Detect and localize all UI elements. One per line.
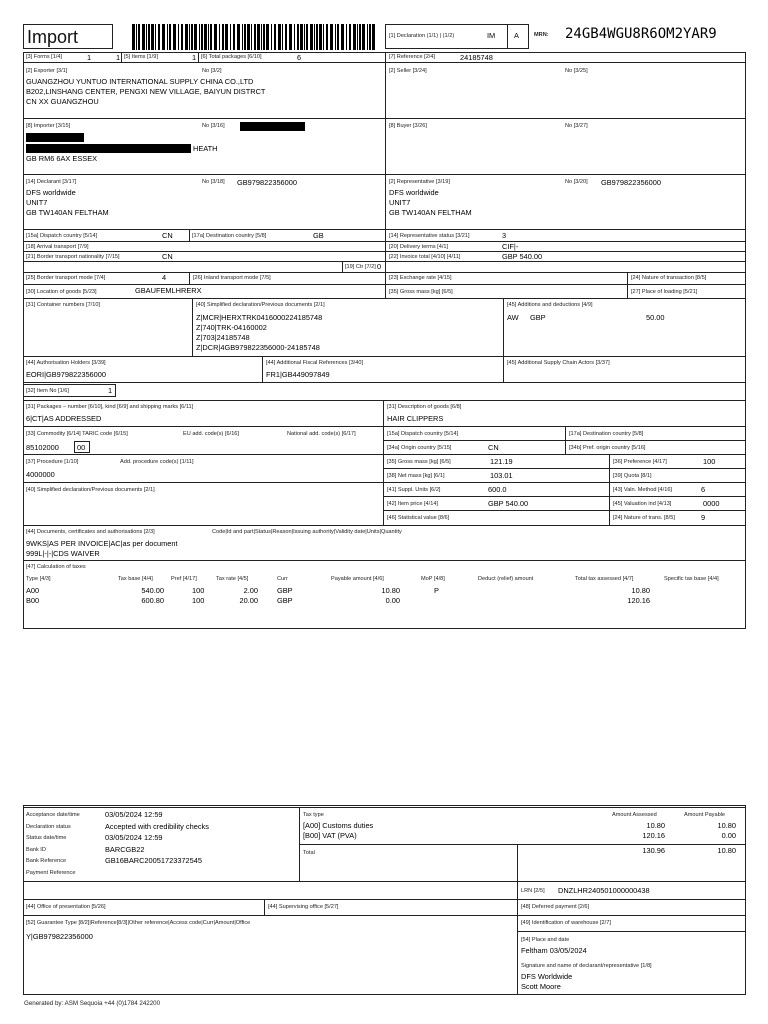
tax-header-payable: Payable amount [4/6] [331,576,384,582]
suppl-units: 600.0 [488,485,507,494]
destination-country: GB [313,231,324,240]
tax-header-specific: Specific tax base [4/4] [664,576,719,582]
documents-label: [44] Documents, certificates and authorisations [2/3] [26,529,155,535]
footer-tax-name: [A00] Customs duties [303,821,374,830]
amount-assessed-label: Amount Assessed [612,812,657,818]
exporter-label: [2] Exporter [3/1] [26,68,68,74]
item-price: GBP 540.00 [488,499,529,508]
eu-code-label: EU add. code(s) [6/16] [183,431,239,437]
bank-id: BARCGB22 [105,845,145,854]
invoice-total: GBP 540.00 [502,252,543,261]
item-gross-label: [35] Gross mass [kg] [6/5] [387,459,451,465]
importer-name-suffix: HEATH [193,144,218,153]
mrn-value: 24GB4WGU8R6OM2YAR9 [565,26,717,42]
auth-holders-label: [44] Authorisation Holders [3/39] [26,360,106,366]
mrn-label: MRN: [534,32,549,38]
previous-doc-line: Z|DCR|4GB979822356000-24185748 [196,343,320,352]
valuation-ind-label: [45] Valuation ind [4/13] [613,501,672,507]
rep-status: 3 [502,231,507,240]
dispatch-country: CN [162,231,173,240]
border-nationality-label: [21] Border transport nationality [7/15] [26,254,120,260]
previous-doc-line: Z|703|24185748 [196,333,250,342]
payment-ref-label: Payment Reference [26,870,76,876]
location-goods: GBAUFEMLHRERX [135,286,202,295]
documents-code-label: Code|Id and part|Status|Reason|Issuing authority|Validity date|Units|Quantity [212,529,402,535]
exchange-rate-label: [23] Exchange rate [4/15] [389,275,452,281]
tax-header-deduct: Deduct (relief) amount [478,576,534,582]
nature-trans: 9 [701,513,706,522]
border-mode: 4 [162,273,167,282]
tax-header-rate: Tax rate [4/5] [216,576,249,582]
importer-label: [8] Importer [3/15] [26,123,71,129]
origin-country: CN [488,443,499,452]
bank-ref-label: Bank Reference [26,858,67,864]
invoice-total-label: [22] Invoice total [4/10] [4/11] [389,254,461,260]
office-presentation-label: [44] Office of presentation [5/26] [26,904,106,910]
item-gross-mass: 121.19 [490,457,513,466]
signature-label: Signature and name of declarant/representative [1/8] [521,963,652,969]
tax-pref: 100 [192,596,205,605]
acceptance-label: Acceptance date/time [26,812,80,818]
representative-line2: UNIT7 [389,198,411,207]
item-no: 1 [108,386,113,395]
supervising-office-label: [44] Supervising office [5/27] [268,904,339,910]
total-payable: 10.80 [717,846,736,855]
tax-header-mop: MoP [4/8] [421,576,445,582]
representative-no-label: No [3/20] [565,179,588,185]
status-date: 03/05/2024 12:59 [105,833,163,842]
forms-label: [3] Forms [1/4] [26,54,63,60]
tax-rate: 2.00 [243,586,258,595]
item-packages-label: [31] Packages – number [6/10], kind [6/9] and shipping marks [6/11] [26,404,194,410]
representative-label: [2] Representative [3/19] [389,179,450,185]
signature-line2: Scott Moore [521,982,561,991]
document-line: 9WKS|AS PER INVOICE|AC|as per document [26,539,178,548]
forms-value-b: 1 [116,53,121,62]
footer-tax-payable: 0.00 [721,831,736,840]
valuation-method: 6 [701,485,706,494]
tax-type: A00 [26,586,40,595]
decl-status: Accepted with credibility checks [105,822,209,831]
previous-doc-line: Z|740|TRK-04160002 [196,323,267,332]
supply-chain-label: [45] Additional Supply Chain Actors [3/37] [507,360,610,366]
buyer-no-label: No [3/27] [565,123,588,129]
gross-mass-label: [35] Gross mass [kg] [6/5] [389,289,453,295]
procedure-code: 4000000 [26,470,55,479]
footer-tax-payable: 10.80 [717,821,736,830]
place-loading-label: [27] Place of loading [5/21] [631,289,698,295]
tax-mop: P [434,586,439,595]
valuation-method-label: [43] Valn. Method [4/16] [613,487,672,493]
tax-type: B00 [26,596,40,605]
statistical-value-label: [46] Statistical value [8/6] [387,515,450,521]
dispatch-country-label: [15a] Dispatch country [5/14] [26,233,98,239]
footer-tax-assessed: 10.80 [646,821,665,830]
previous-doc-line: Z|MCR|HERXTRK0416000224185748 [196,313,323,322]
valuation-ind: 0000 [703,499,720,508]
declarant-no: GB979822356000 [237,178,298,187]
tax-pref: 100 [192,586,205,595]
items-value: 1 [192,53,197,62]
declarant-line3: GB TW140AN FELTHAM [26,208,109,217]
reference-label: [7] Reference [2/4] [389,54,436,60]
tax-header-pref: Pref [4/17] [171,576,197,582]
border-nationality: CN [162,252,173,261]
arrival-transport-label: [18] Arrival transport [7/9] [26,244,89,250]
seller-label: [2] Seller [3/24] [389,68,427,74]
preference-label: [36] Preference [4/17] [613,459,667,465]
representative-line3: GB TW140AN FELTHAM [389,208,472,217]
tax-payable: 0.00 [385,596,400,605]
exporter-line3: CN XX GUANGZHOU [26,97,99,106]
place-date: Feltham 03/05/2024 [521,946,587,955]
net-mass: 103.01 [490,471,513,480]
status-date-label: Status date/time [26,835,67,841]
additions-value: 50.00 [646,313,665,322]
declaration-label: [1] Declaration (1/1) | (1/2) [389,33,455,39]
fiscal-refs-label: [44] Additional Fiscal References [3/40] [266,360,364,366]
ctr-value: 0 [377,262,382,271]
total-label: Total [303,850,315,856]
item-packages: 6|CT|AS ADDRESSED [26,414,102,423]
preference: 100 [703,457,716,466]
ctr-label: [19] Ctr [7/2] [345,264,376,270]
rep-status-label: [14] Representative status [3/21] [389,233,470,239]
item-no-label: [32] Item No [1/6] [26,388,69,394]
tax-total: 10.80 [631,586,650,595]
additions-currency: GBP [530,313,546,322]
reference-value: 24185748 [460,53,493,62]
delivery-terms: CIF|- [502,242,519,251]
commodity-code: 85102000 [26,443,59,452]
guarantee-value: Y|GB979822356000 [26,932,93,941]
fiscal-refs: FR1|GB449097849 [266,370,330,379]
auth-holders: EORI|GB979822356000 [26,370,106,379]
buyer-label: [8] Buyer [3/26] [389,123,427,129]
importer-no-redaction [240,122,305,131]
destination-country-label: [17a] Destination country [5/8] [192,233,267,239]
item-price-label: [42] Item price [4/14] [387,501,438,507]
previous-docs-label: [40] Simplified declaration/Previous documents [2/1] [196,302,325,308]
taxes-label: [47] Calculation of taxes [26,564,86,570]
border-mode-label: [25] Border transport mode [7/4] [26,275,106,281]
warehouse-label: [49] Identification of warehouse [2/7] [521,920,611,926]
tax-base: 600.80 [141,596,164,605]
additions-label: [45] Additions and deductions [4/9] [507,302,593,308]
generated-by: Generated by: ASM Sequoia +44 (0)1784 242200 [24,1000,161,1007]
packages-label: [6] Total packages [6/10] [201,54,262,60]
declarant-line2: UNIT7 [26,198,48,207]
tax-base: 540.00 [141,586,164,595]
tax-payable: 10.80 [381,586,400,595]
amount-payable-label: Amount Payable [684,812,726,818]
importer-line3: GB RM6 6AX ESSEX [26,154,98,163]
importer-no-label: No [3/16] [202,123,225,129]
tax-curr: GBP [277,596,293,605]
importer-name-redaction-2 [26,144,191,153]
tax-type-label: Tax type [303,812,324,818]
commodity-label: [33] Commodity [6/14] TARIC code [6/15] [26,431,128,437]
importer-name-redaction-1 [26,133,84,142]
national-code-label: National add. code(s) [6/17] [287,431,356,437]
guarantee-label: [52] Guarantee Type [8/2]|Reference[8/3]|Other reference|Access code|Curr|Amount|Office [26,920,251,926]
item-dispatch-label: [15a] Dispatch country [5/14] [387,431,459,437]
net-mass-label: [38] Net mass [kg] [6/1] [387,473,445,479]
footer-tax-assessed: 120.16 [642,831,665,840]
representative-no: GB979822356000 [601,178,662,187]
additions-code: AW [507,313,519,322]
procedure-label: [37] Procedure [1/10] [26,459,79,465]
bank-id-label: Bank ID [26,847,46,853]
declaration-type: IM [487,31,496,40]
container-numbers-label: [31] Container numbers [7/10] [26,302,101,308]
items-label: [5] Items [1/9] [124,54,158,60]
inland-mode-label: [26] Inland transport mode [7/5] [193,275,271,281]
tax-total: 120.16 [627,596,650,605]
exporter-line1: GUANGZHOU YUNTUO INTERNATIONAL SUPPLY CHINA CO.,LTD [26,77,254,86]
goods-description-label: [31] Description of goods [6/8] [387,404,462,410]
lrn-value: DNZLHR240501000000438 [558,886,650,895]
deferred-payment-label: [48] Deferred payment [2/6] [521,904,590,910]
item-destination-label: [17a] Destination country [5/8] [569,431,644,437]
total-assessed: 130.96 [642,846,665,855]
tax-curr: GBP [277,586,293,595]
goods-description: HAIR CLIPPERS [387,414,444,423]
declarant-no-label: No [3/18] [202,179,225,185]
item-simplified-label: [40] Simplified declaration/Previous documents [2/1] [26,487,155,493]
add-procedure-label: Add. procedure code(s) [1/11] [120,459,194,465]
tax-header-base: Tax base [4/4] [118,576,153,582]
location-goods-label: [30] Location of goods [5/23] [26,289,97,295]
barcode [130,22,380,52]
tax-header-total: Total tax assessed [4/7] [575,576,634,582]
taric-code: 00 [77,443,86,452]
nature-transaction-label: [24] Nature of transaction [8/5] [631,275,707,281]
bank-ref: GB16BARC20051723372545 [105,856,202,865]
seller-no-label: No [3/25] [565,68,588,74]
declarant-label: [14] Declarant [3/17] [26,179,77,185]
document-line: 999L|-|-|CDS WAIVER [26,549,100,558]
doc-title: Import [27,27,79,47]
tax-header-type: Type [4/3] [26,576,51,582]
nature-trans-label: [24] Nature of trans. [8/5] [613,515,675,521]
tax-header-curr: Curr [277,576,288,582]
delivery-terms-label: [20] Delivery terms [4/1] [389,244,449,250]
tax-rate: 20.00 [239,596,258,605]
exporter-line2: B202,LINSHANG CENTER, PENGXI NEW VILLAGE, BAIYUN DISTRCT [26,87,266,96]
decl-status-label: Declaration status [26,824,71,830]
quota-label: [39] Quota [8/1] [613,473,652,479]
declaration-additional-type: A [514,31,519,40]
place-date-label: [54] Place and date [521,937,570,943]
suppl-units-label: [41] Suppl. Units [6/2] [387,487,441,493]
forms-value-a: 1 [87,53,92,62]
footer-tax-name: [B00] VAT (PVA) [303,831,357,840]
exporter-no-label: No [3/2] [202,68,222,74]
origin-country-label: [34a] Origin country [5/15] [387,445,452,451]
packages-value: 6 [297,53,302,62]
signature-line1: DFS Worldwide [521,972,573,981]
acceptance-value: 03/05/2024 12:59 [105,810,163,819]
representative-line1: DFS worldwide [389,188,439,197]
declarant-line1: DFS worldwide [26,188,76,197]
lrn-label: LRN [2/5] [521,888,545,894]
pref-origin-label: [34b] Pref. origin country [5/16] [569,445,646,451]
